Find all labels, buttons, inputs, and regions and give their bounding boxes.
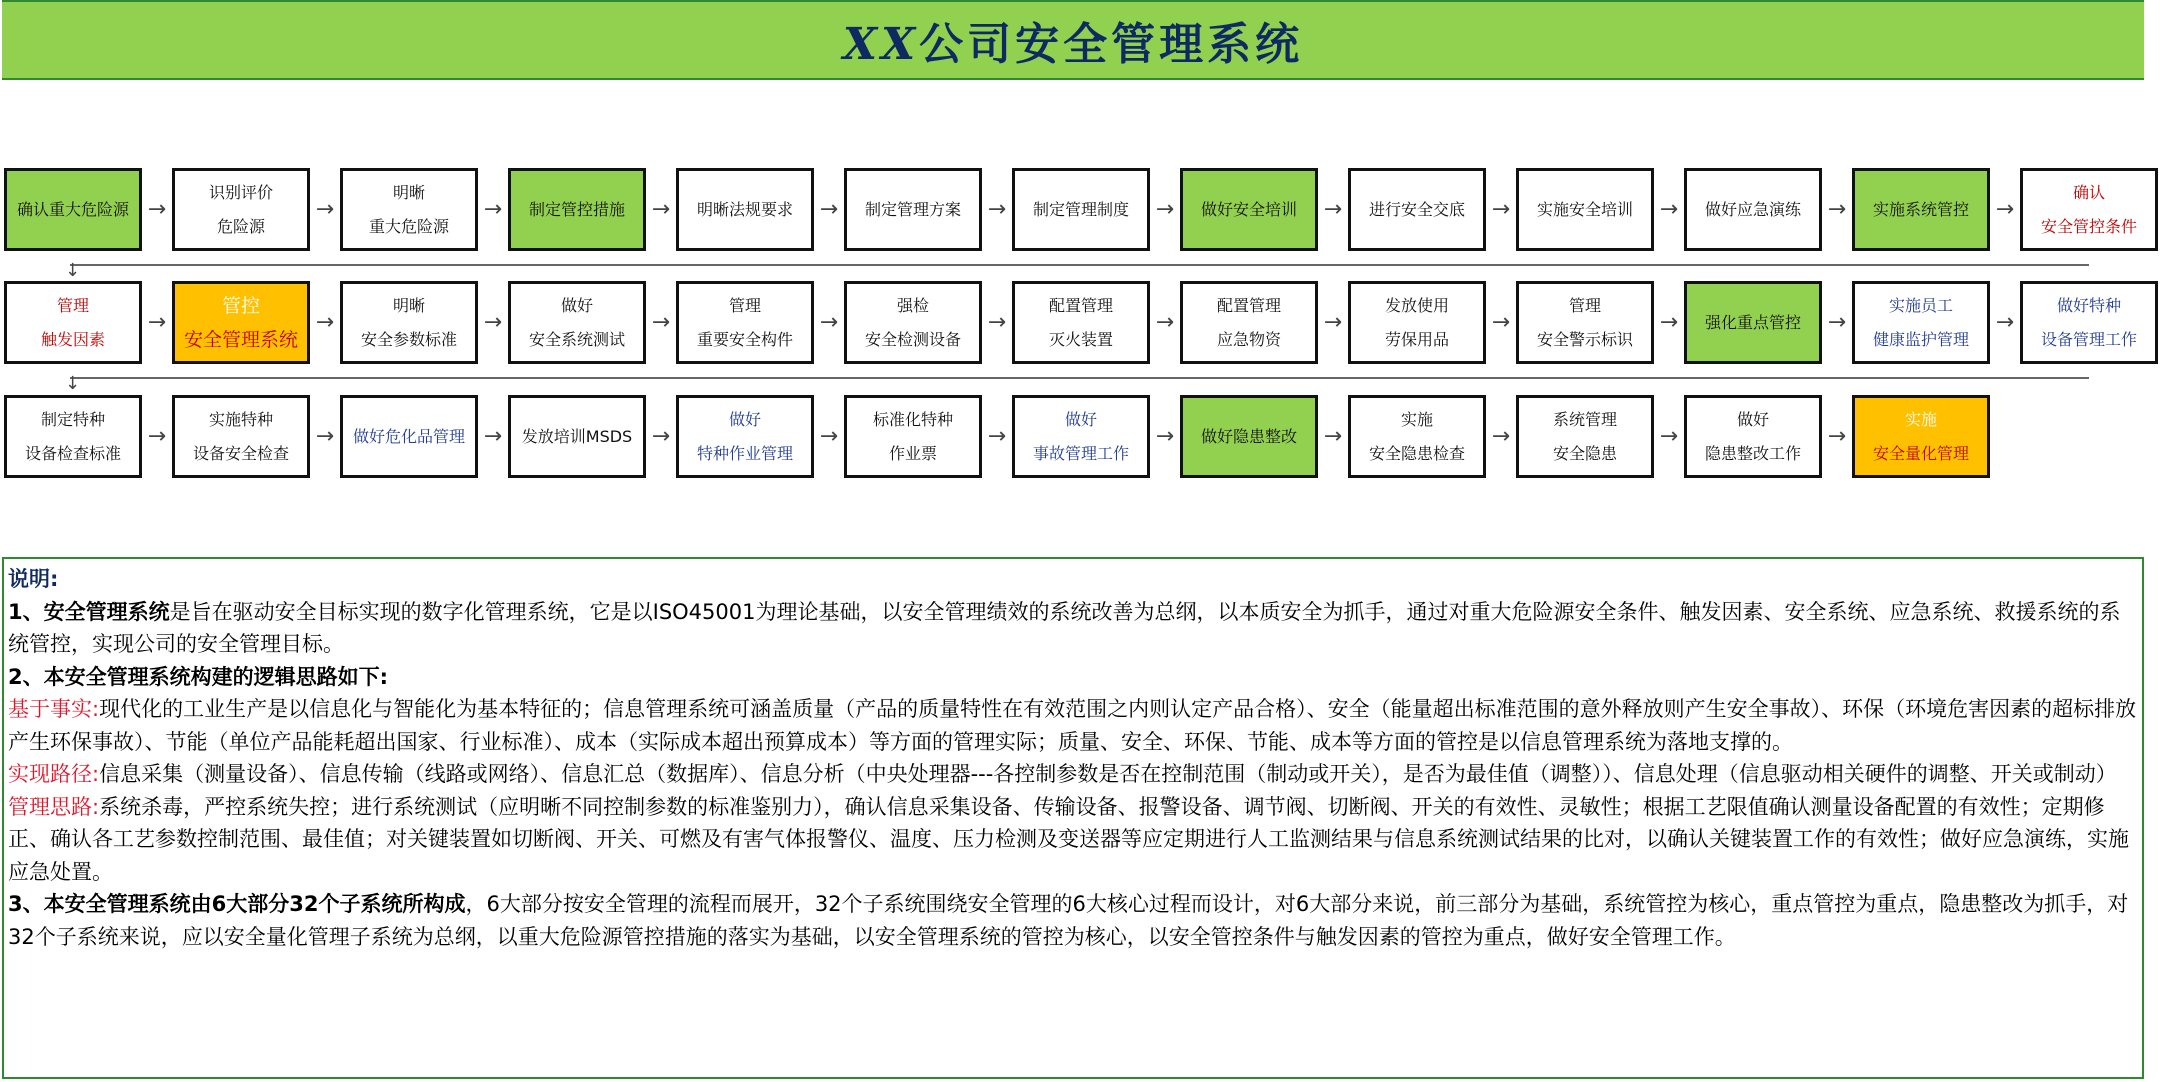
flow-box-line2: 危险源 (216, 216, 265, 236)
flow-box-line1: 发放培训MSDS (521, 426, 633, 446)
flow-box-line2: 设备管理工作 (2040, 329, 2137, 349)
flow-box-line2: 安全检测设备 (864, 329, 961, 349)
flow-box-line1: 制定管控措施 (528, 199, 625, 219)
flow-box-r2-c3 (340, 281, 478, 364)
flow-arrow: → (483, 423, 503, 449)
flow-arrow: → (1827, 196, 1847, 222)
flow-box-line2: 事故管理工作 (1032, 443, 1129, 463)
flow-box-line1: 做好 (728, 409, 761, 429)
title-banner (2, 0, 2144, 80)
flow-box-line1: 管理 (1568, 295, 1601, 315)
note3-label: 基于事实: (8, 697, 100, 721)
flow-box-line2: 健康监护管理 (1872, 329, 1969, 349)
flow-arrow: → (1155, 309, 1175, 335)
flow-box-line1: 制定特种 (40, 409, 105, 429)
flow-box-r2-c12 (1852, 281, 1990, 364)
flow-arrow: → (819, 196, 839, 222)
flow-arrow: → (147, 196, 167, 222)
flow-box-line1: 标准化特种 (872, 409, 953, 429)
flow-box-r1-c1 (4, 168, 142, 251)
note1-bold: 1、安全管理系统 (8, 599, 170, 624)
flow-box-r1-c2 (172, 168, 310, 251)
note1-text: 是旨在驱动安全目标实现的数字化管理系统，它是以ISO45001为理论基础，以安全管理绩效的系统改善为总纲，以本质安全为抓手，通过对重大危险源安全条件、触发因素、安全系统、应急系统、救援系统的系统管控，实现公司的安全管理目标。 (8, 599, 2121, 656)
flow-arrow: → (483, 196, 503, 222)
note4-text: 信息采集（测量设备）、信息传输（线路或网络）、信息汇总（数据库）、信息分析（中央处理器---各控制参数是否在控制范围（制动或开关），是否为最佳值（调整））、信息处理（信息驱动相关硬件的调整、开关或制动） (99, 762, 2117, 786)
notes-panel (2, 557, 2144, 1079)
flow-box-line1: 发放使用 (1384, 295, 1449, 315)
flow-box-r1-c13 (2020, 168, 2158, 251)
flow-box-r2-c11 (1684, 281, 1822, 364)
flow-box-line1: 管控 (221, 294, 260, 317)
flow-box-r3-c12 (1852, 395, 1990, 478)
flow-box-line1: 做好安全培训 (1200, 199, 1297, 219)
flow-arrow: → (147, 423, 167, 449)
flow-arrow: → (1323, 196, 1343, 222)
flow-box-r1-c3 (340, 168, 478, 251)
flow-box-r3-c5 (676, 395, 814, 478)
flow-arrow: → (1491, 423, 1511, 449)
flow-box-line2: 安全参数标准 (360, 329, 457, 349)
flow-box-r2-c13 (2020, 281, 2158, 364)
flow-box-line1: 管理 (56, 295, 89, 315)
flow-box-r2-c4 (508, 281, 646, 364)
note2-bold: 2、本安全管理系统构建的逻辑思路如下: (8, 664, 389, 689)
flow-arrow: → (315, 423, 335, 449)
flow-box-line1: 明晰法规要求 (696, 199, 793, 219)
flow-box-line2: 安全管理系统 (183, 328, 298, 351)
flow-arrow: → (1155, 423, 1175, 449)
flow-arrow: → (1827, 423, 1847, 449)
flow-box-r3-c8 (1180, 395, 1318, 478)
flow-box-line1: 做好危化品管理 (352, 426, 465, 446)
flow-box-line2: 安全系统测试 (528, 329, 625, 349)
title-prefix: XX (842, 19, 920, 70)
flow-box-r2-c7 (1012, 281, 1150, 364)
flow-box-line1: 强化重点管控 (1704, 312, 1801, 332)
flow-arrow: → (1491, 196, 1511, 222)
flow-box-line1: 做好应急演练 (1704, 199, 1801, 219)
flow-box-r1-c4 (508, 168, 646, 251)
note3-text: 现代化的工业生产是以信息化与智能化为基本特征的；信息管理系统可涵盖质量（产品的质量特性在有效范围之内则认定产品合格）、安全（能量超出标准范围的意外释放则产生安全事故）、环保（环境危害因素的超标排放产生环保事故）、节能（单位产品能耗超出国家、行业标准）、成本（实际成本超出预算成本）等方面的管理实际；质量、安全、环保、节能、成本等方面的管控是以信息管理系统为落地支撑的。 (8, 697, 2137, 754)
flow-box-line2: 隐患整改工作 (1704, 443, 1801, 463)
flow-box-line1: 做好隐患整改 (1200, 426, 1297, 446)
flow-box-r2-c1 (4, 281, 142, 364)
flow-arrow: → (1659, 309, 1679, 335)
flow-box-line2: 灭火装置 (1048, 329, 1113, 349)
flow-box-r2-c2 (172, 281, 310, 364)
flow-box-line1: 做好 (1064, 409, 1097, 429)
row-connector-arrow-icon: ↓ (65, 260, 81, 281)
flow-arrow: → (987, 196, 1007, 222)
flow-box-line1: 确认 (2072, 182, 2105, 202)
flow-box-r3-c2 (172, 395, 310, 478)
flow-box-line2: 安全量化管理 (1872, 443, 1969, 463)
flow-box-r1-c12 (1852, 168, 1990, 251)
flow-box-line1: 配置管理 (1216, 295, 1281, 315)
flow-arrow: → (1155, 196, 1175, 222)
note5-text: 系统杀毒，严控系统失控；进行系统测试（应明晰不同控制参数的标准鉴别力），确认信息采集设备、传输设备、报警设备、调节阀、切断阀、开关的有效性、灵敏性；根据工艺限值确认测量设备配置的有效性；定期修正、确认各工艺参数控制范围、最佳值；对关键装置如切断阀、开关、可燃及有害气体报警仪、温度、压力检测及变送器等应定期进行人工监测结果与信息系统测试结果的比对，以确认关键装置工作的有效性；做好应急演练，实施应急处置。 (8, 794, 2129, 884)
flow-arrow: → (1995, 196, 2015, 222)
row-connector-line (70, 377, 2089, 379)
flow-box-r3-c10 (1516, 395, 1654, 478)
flow-box-r1-c7 (1012, 168, 1150, 251)
flow-box-line2: 设备安全检查 (192, 443, 289, 463)
flow-box-line2: 重要安全构件 (696, 329, 793, 349)
title-rest: 公司安全管理系统 (919, 19, 1304, 70)
flow-arrow: → (651, 309, 671, 335)
flow-box-line2: 触发因素 (40, 329, 105, 349)
flow-box-r2-c5 (676, 281, 814, 364)
flow-box-r3-c7 (1012, 395, 1150, 478)
flow-box-line1: 管理 (728, 295, 761, 315)
flow-box-line1: 做好特种 (2056, 295, 2121, 315)
flow-box-line2: 设备检查标准 (24, 443, 121, 463)
flow-box-line1: 做好 (560, 295, 593, 315)
flow-box-line1: 制定管理制度 (1032, 199, 1129, 219)
flow-box-line1: 实施安全培训 (1536, 199, 1633, 219)
flow-box-r2-c9 (1348, 281, 1486, 364)
note4-label: 实现路径: (8, 762, 100, 786)
flow-box-line1: 实施 (1400, 409, 1433, 429)
flow-box-line1: 实施系统管控 (1872, 199, 1969, 219)
flow-box-r3-c3 (340, 395, 478, 478)
flow-box-line2: 安全警示标识 (1536, 329, 1633, 349)
flow-arrow: → (147, 309, 167, 335)
flow-box-line2: 特种作业管理 (696, 443, 793, 463)
flow-box-line1: 实施员工 (1888, 295, 1953, 315)
flow-box-r1-c6 (844, 168, 982, 251)
flow-box-line2: 应急物资 (1216, 329, 1281, 349)
flow-box-line2: 安全隐患检查 (1368, 443, 1465, 463)
flow-arrow: → (483, 309, 503, 335)
flow-box-line1: 明晰 (392, 182, 425, 202)
flow-box-r2-c10 (1516, 281, 1654, 364)
notes-heading: 说明: (8, 567, 59, 591)
flow-box-line2: 作业票 (888, 443, 937, 463)
note6-bold: 3、本安全管理系统由6大部分32个子系统所构成 (8, 892, 466, 916)
flow-arrow: → (987, 309, 1007, 335)
note5-label: 管理思路: (8, 794, 100, 819)
flow-box-line1: 识别评价 (208, 182, 273, 202)
flow-box-line1: 配置管理 (1048, 295, 1113, 315)
flow-arrow: → (1995, 309, 2015, 335)
page-title (843, 8, 1303, 72)
flow-box-line2: 安全隐患 (1552, 443, 1617, 463)
flow-arrow: → (1827, 309, 1847, 335)
row-connector-arrow-icon: ↓ (65, 373, 81, 394)
flow-arrow: → (819, 309, 839, 335)
flow-box-r1-c5 (676, 168, 814, 251)
flow-arrow: → (1659, 196, 1679, 222)
flow-box-r3-c6 (844, 395, 982, 478)
flow-box-r1-c10 (1516, 168, 1654, 251)
flow-box-line1: 强检 (896, 295, 929, 315)
flow-box-line2: 劳保用品 (1384, 329, 1449, 349)
note6-text: ，6大部分按安全管理的流程而展开，32个子系统围绕安全管理的6大核心过程而设计，对6大部分来说，前三部分为基础，系统管控为核心，重点管控为重点，隐患整改为抓手，对32个子系统来说，应以安全量化管理子系统为总纲，以重大危险源管控措施的落实为基础，以安全管理系统的管控为核心，以安全管控条件与触发因素的管控为重点，做好安全管理工作。 (8, 892, 2129, 949)
flow-box-line1: 系统管理 (1552, 409, 1617, 429)
flow-box-line2: 重大危险源 (368, 216, 449, 236)
flow-box-line1: 实施特种 (208, 409, 273, 429)
flow-box-r1-c8 (1180, 168, 1318, 251)
flow-box-line1: 制定管理方案 (864, 199, 961, 219)
flow-arrow: → (987, 423, 1007, 449)
flow-box-r1-c11 (1684, 168, 1822, 251)
flow-arrow: → (315, 196, 335, 222)
flow-box-r2-c8 (1180, 281, 1318, 364)
flow-arrow: → (651, 423, 671, 449)
flow-arrow: → (1323, 309, 1343, 335)
flow-arrow: → (1491, 309, 1511, 335)
flow-arrow: → (651, 196, 671, 222)
flow-box-line1: 明晰 (392, 295, 425, 315)
flow-box-r2-c6 (844, 281, 982, 364)
flow-box-r3-c9 (1348, 395, 1486, 478)
flow-arrow: → (1323, 423, 1343, 449)
row-connector-line (70, 264, 2089, 266)
flow-box-r3-c4 (508, 395, 646, 478)
flow-box-line1: 进行安全交底 (1368, 199, 1465, 219)
flow-box-line2: 安全管控条件 (2040, 216, 2137, 236)
flow-arrow: → (315, 309, 335, 335)
flow-box-r3-c11 (1684, 395, 1822, 478)
flow-box-line1: 确认重大危险源 (16, 199, 129, 219)
flow-arrow: → (819, 423, 839, 449)
flow-arrow: → (1659, 423, 1679, 449)
flow-box-r1-c9 (1348, 168, 1486, 251)
flow-box-line1: 实施 (1904, 409, 1937, 429)
flow-box-line1: 做好 (1736, 409, 1769, 429)
flow-box-r3-c1 (4, 395, 142, 478)
